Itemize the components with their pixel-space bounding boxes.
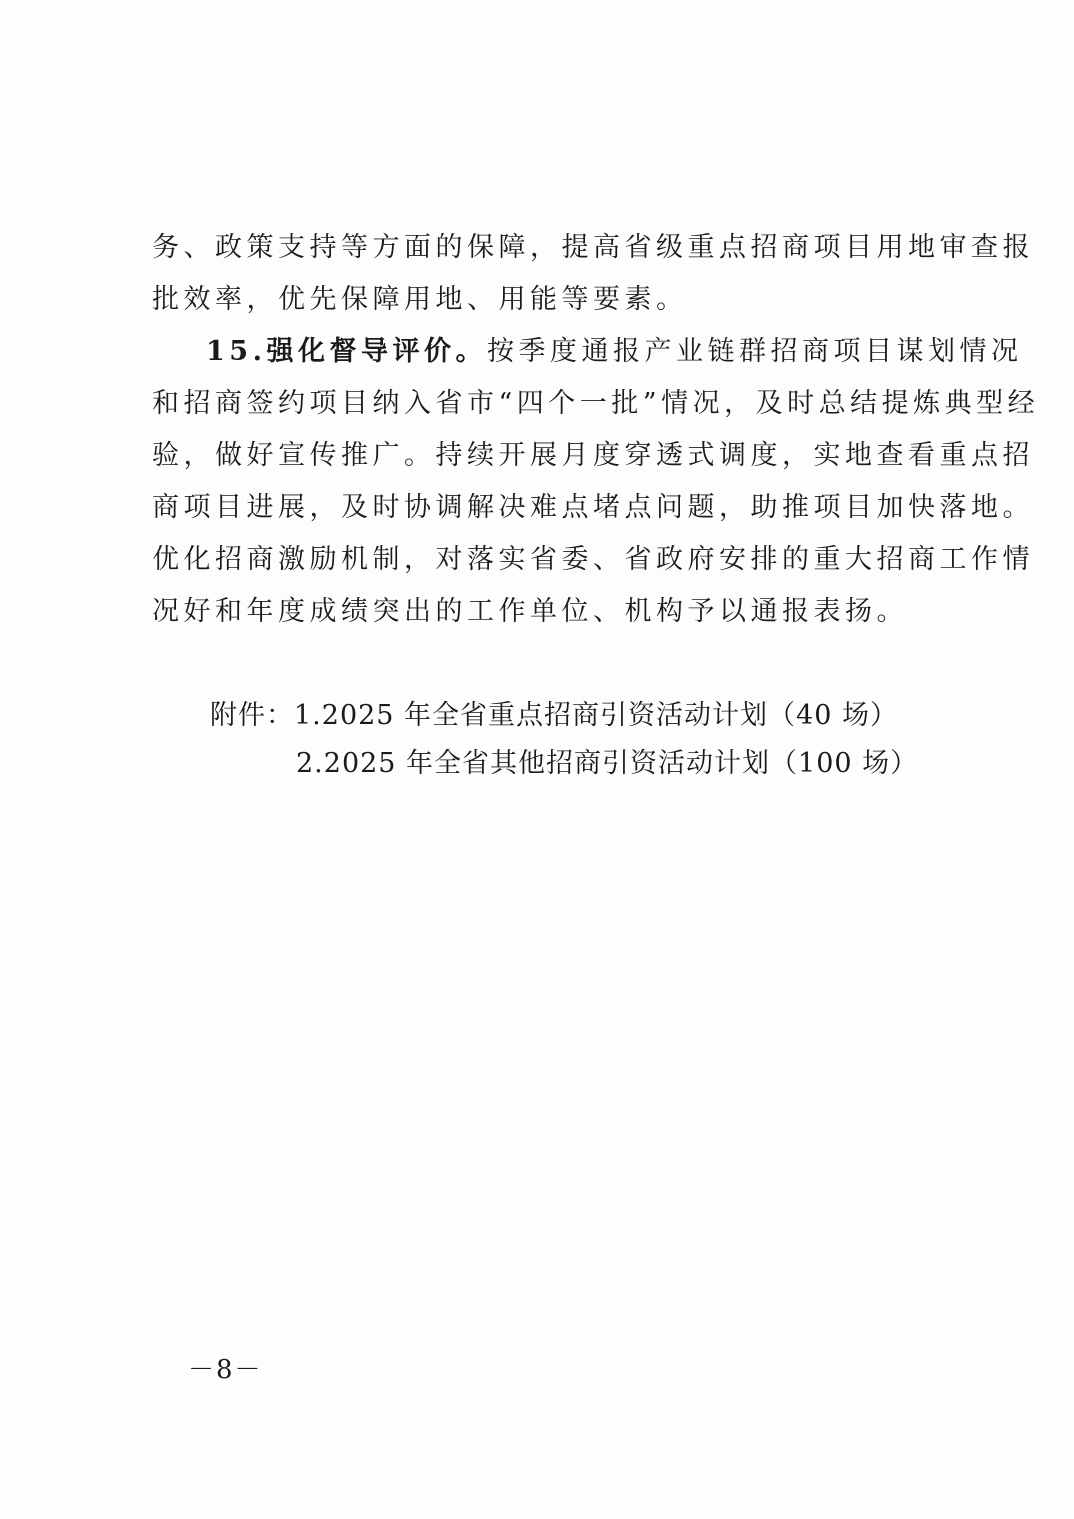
attachments-list xyxy=(210,692,930,788)
paragraph-line: 批效率，优先保障用地、用能等要素。 xyxy=(152,284,688,315)
page-number: －8－ xyxy=(188,1355,263,1385)
attachment-title: 1.2025 年全省重点招商引资活动计划（40 场） xyxy=(294,700,898,731)
body-text xyxy=(152,222,1040,638)
paragraph-line: 商项目进展，及时协调解决难点堵点问题，助推项目加快落地。 xyxy=(152,492,1034,523)
paragraph-line: 和招商签约项目纳入省市“四个一批”情况，及时总结提炼典型经 xyxy=(152,388,1040,419)
paragraph-line: 验，做好宣传推广。持续开展月度穿透式调度，实地查看重点招 xyxy=(152,440,1034,471)
paragraph-line: 况好和年度成绩突出的工作单位、机构予以通报表扬。 xyxy=(152,596,908,627)
section-heading: 15.强化督导评价。 xyxy=(206,336,487,367)
attachment-item xyxy=(210,692,930,740)
attachment-item xyxy=(210,740,930,788)
paragraph-line xyxy=(152,326,1023,378)
attachment-title: 2.2025 年全省其他招商引资活动计划（100 场） xyxy=(296,748,919,779)
paragraph-line: 优化招商激励机制，对落实省委、省政府安排的重大招商工作情 xyxy=(152,544,1034,575)
paragraph-line: 务、政策支持等方面的保障，提高省级重点招商项目用地审查报 xyxy=(152,232,1034,263)
attachments-label: 附件： xyxy=(210,700,294,731)
paragraph-text: 按季度通报产业链群招商项目谋划情况 xyxy=(486,336,1023,367)
